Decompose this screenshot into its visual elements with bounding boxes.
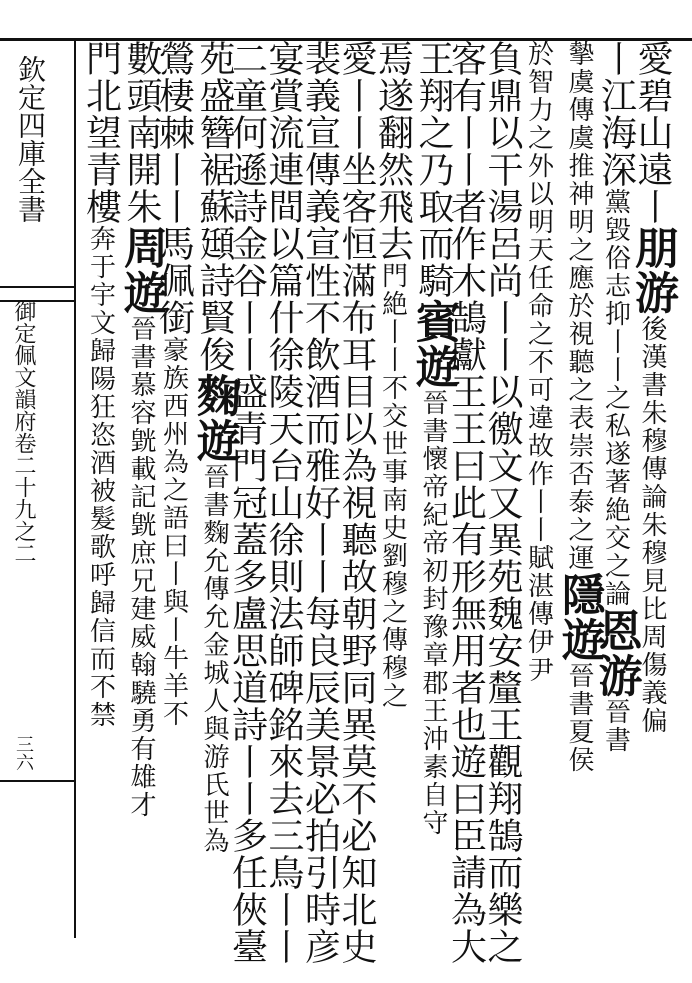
main-text: 二童何遜詩金谷丨丨盛青門冠蓋多盧思道詩丨丨多任俠臺 — [226, 40, 268, 965]
main-text: 愛碧山遠丨 — [632, 40, 673, 225]
page-number: 三六 — [13, 735, 34, 771]
main-text: 客有丨丨者作木鵠獻王王曰此有形無用者也遊曰臣請為大 — [445, 40, 487, 965]
headword: 朋游 — [627, 225, 678, 315]
main-text: 宴賞流連間以篇什徐陵天台山徐則法師碑銘來去三鳥丨丨 — [263, 40, 304, 965]
main-text: 裴義宣傳義宣性不飲酒而雅好丨丨每良辰美景必拍引時彦 — [299, 40, 341, 965]
annotation-text: 豪族西州為之語曰丨與丨牛羊不 — [158, 336, 189, 728]
headword: 恩游 — [590, 608, 642, 698]
chapter-label: 御定佩文韻府卷二十九之二 — [11, 300, 36, 564]
annotation-text: 黨毀俗志抑丨丨之私遂著絶交之論 — [600, 188, 631, 608]
main-text: 丨江海深 — [595, 40, 637, 188]
headword: 隱遊 — [554, 572, 605, 662]
annotation-text: 晉書懷帝紀帝初封豫章郡王沖素自守 — [418, 389, 448, 837]
main-text: 門北望青樓 — [80, 40, 122, 225]
annotation-text: 於智力之外以明天任命之不可違故作丨丨賦 — [523, 40, 554, 572]
text-column — [482, 40, 523, 965]
annotation-text: 後漢書朱穆傳論朱穆見比周傷義偏 — [637, 315, 667, 735]
text-column — [80, 40, 122, 729]
main-text: 焉遂翻然飛去 — [372, 40, 414, 262]
annotation-text: 門絶丨丨不交世事南史劉穆之傳穆之 — [377, 262, 408, 710]
annotation-text: 晉書慕容皝載記皝庶兄建威翰驍勇有雄才 — [126, 315, 156, 819]
annotation-text: 湛傳伊尹 — [523, 572, 554, 684]
text-column — [263, 40, 304, 965]
annotation-text: 晉書夏侯 — [564, 662, 594, 774]
margin-rule-bottom — [0, 780, 74, 782]
text-column — [408, 40, 459, 837]
text-column — [336, 40, 377, 965]
headword: 賓遊 — [408, 299, 459, 389]
main-text: 鶯棲棘丨丨馬佩銜 — [153, 40, 195, 336]
annotation-text: 晉書 — [600, 698, 631, 754]
headword: 麴遊 — [189, 373, 240, 463]
text-column — [521, 40, 557, 684]
annotation-text: 摰虞傳虞推神明之應於視聽之表崇否泰之運 — [564, 40, 594, 572]
text-column — [299, 40, 341, 965]
text-column — [189, 40, 240, 855]
text-column — [554, 40, 605, 774]
main-text: 王翔之乃取而騎 — [413, 40, 454, 299]
annotation-text: 晉書麴允傳允金城人與游氏世為 — [199, 463, 229, 855]
text-column — [116, 40, 167, 819]
book-title: 欽定四庫全書 — [14, 55, 47, 223]
margin-divider — [74, 38, 76, 938]
text-column — [372, 40, 414, 710]
margin-rule-upper — [0, 286, 74, 288]
annotation-text: 奔于宇文歸陽狂恣酒被髮歌呼歸信而不禁 — [85, 225, 116, 729]
main-text: 苑盛簪裾蘇頲詩賢俊 — [194, 40, 235, 373]
headword: 周遊 — [116, 225, 167, 315]
main-text: 愛丨丨坐客恒滿布耳目以為視聽故朝野同異莫不必知北史 — [336, 40, 377, 965]
main-text: 數頭南開朱 — [121, 40, 162, 225]
main-text: 負鼎以干湯呂尚丨丨以徼文又異苑魏安釐王觀翔鵠而樂之 — [482, 40, 523, 965]
